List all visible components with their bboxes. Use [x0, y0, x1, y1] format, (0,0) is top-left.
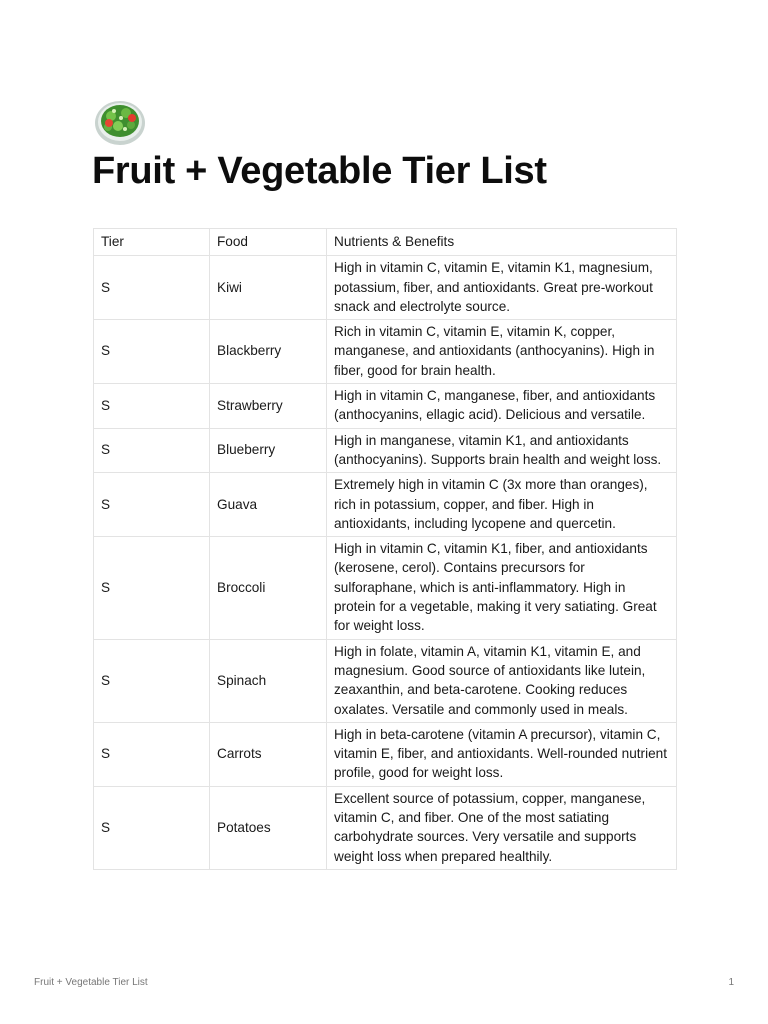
table-row	[94, 428, 677, 473]
table-row	[94, 537, 677, 639]
table-row	[94, 786, 677, 869]
food-cell: Broccoli	[210, 537, 327, 639]
food-cell: Spinach	[210, 639, 327, 722]
benefits-cell: High in beta-carotene (vitamin A precursor), vitamin C, vitamin E, fiber, and antioxidants. Well-rounded nutrient profile, good for weight loss.	[327, 722, 677, 786]
column-header-food: Food	[210, 229, 327, 256]
tier-cell: S	[94, 256, 210, 320]
footer-page-number: 1	[728, 977, 734, 988]
table-header-row	[94, 229, 677, 256]
table-row	[94, 320, 677, 384]
food-cell: Kiwi	[210, 256, 327, 320]
benefits-cell: High in vitamin C, vitamin K1, fiber, and antioxidants (kerosene, cerol). Contains precursors for sulforaphane, which is anti-inflammatory. High in protein for a vegetable, making it very satiating. Great for weight loss.	[327, 537, 677, 639]
tier-cell: S	[94, 639, 210, 722]
benefits-cell: Extremely high in vitamin C (3x more than oranges), rich in potassium, copper, and fiber. High in antioxidants, including lycopene and quercetin.	[327, 473, 677, 537]
food-cell: Potatoes	[210, 786, 327, 869]
tier-cell: S	[94, 320, 210, 384]
benefits-cell: Excellent source of potassium, copper, manganese, vitamin C, and fiber. One of the most satiating carbohydrate sources. Very versatile and supports weight loss when prepared healthily.	[327, 786, 677, 869]
tier-table	[93, 228, 677, 870]
food-cell: Blackberry	[210, 320, 327, 384]
food-cell: Blueberry	[210, 428, 327, 473]
benefits-cell: High in vitamin C, manganese, fiber, and antioxidants (anthocyanins, ellagic acid). Delicious and versatile.	[327, 384, 677, 429]
footer-document-title: Fruit + Vegetable Tier List	[34, 977, 148, 988]
benefits-cell: High in manganese, vitamin K1, and antioxidants (anthocyanins). Supports brain health and weight loss.	[327, 428, 677, 473]
page-title: Fruit + Vegetable Tier List	[92, 150, 547, 192]
table-row	[94, 256, 677, 320]
tier-cell: S	[94, 384, 210, 429]
tier-cell: S	[94, 428, 210, 473]
food-cell: Guava	[210, 473, 327, 537]
food-cell: Strawberry	[210, 384, 327, 429]
column-header-tier: Tier	[94, 229, 210, 256]
tier-cell: S	[94, 473, 210, 537]
table-row	[94, 722, 677, 786]
table-row	[94, 384, 677, 429]
benefits-cell: High in folate, vitamin A, vitamin K1, vitamin E, and magnesium. Good source of antioxidants like lutein, zeaxanthin, and beta-carotene. Cooking reduces oxalates. Versatile and commonly used in meals.	[327, 639, 677, 722]
table-row	[94, 473, 677, 537]
food-cell: Carrots	[210, 722, 327, 786]
table-row	[94, 639, 677, 722]
salad-bowl-icon	[93, 96, 147, 146]
benefits-cell: High in vitamin C, vitamin E, vitamin K1, magnesium, potassium, fiber, and antioxidants. Great pre-workout snack and electrolyte source.	[327, 256, 677, 320]
column-header-benefits: Nutrients & Benefits	[327, 229, 677, 256]
benefits-cell: Rich in vitamin C, vitamin E, vitamin K, copper, manganese, and antioxidants (anthocyanins). High in fiber, good for brain health.	[327, 320, 677, 384]
tier-cell: S	[94, 537, 210, 639]
tier-cell: S	[94, 722, 210, 786]
tier-cell: S	[94, 786, 210, 869]
